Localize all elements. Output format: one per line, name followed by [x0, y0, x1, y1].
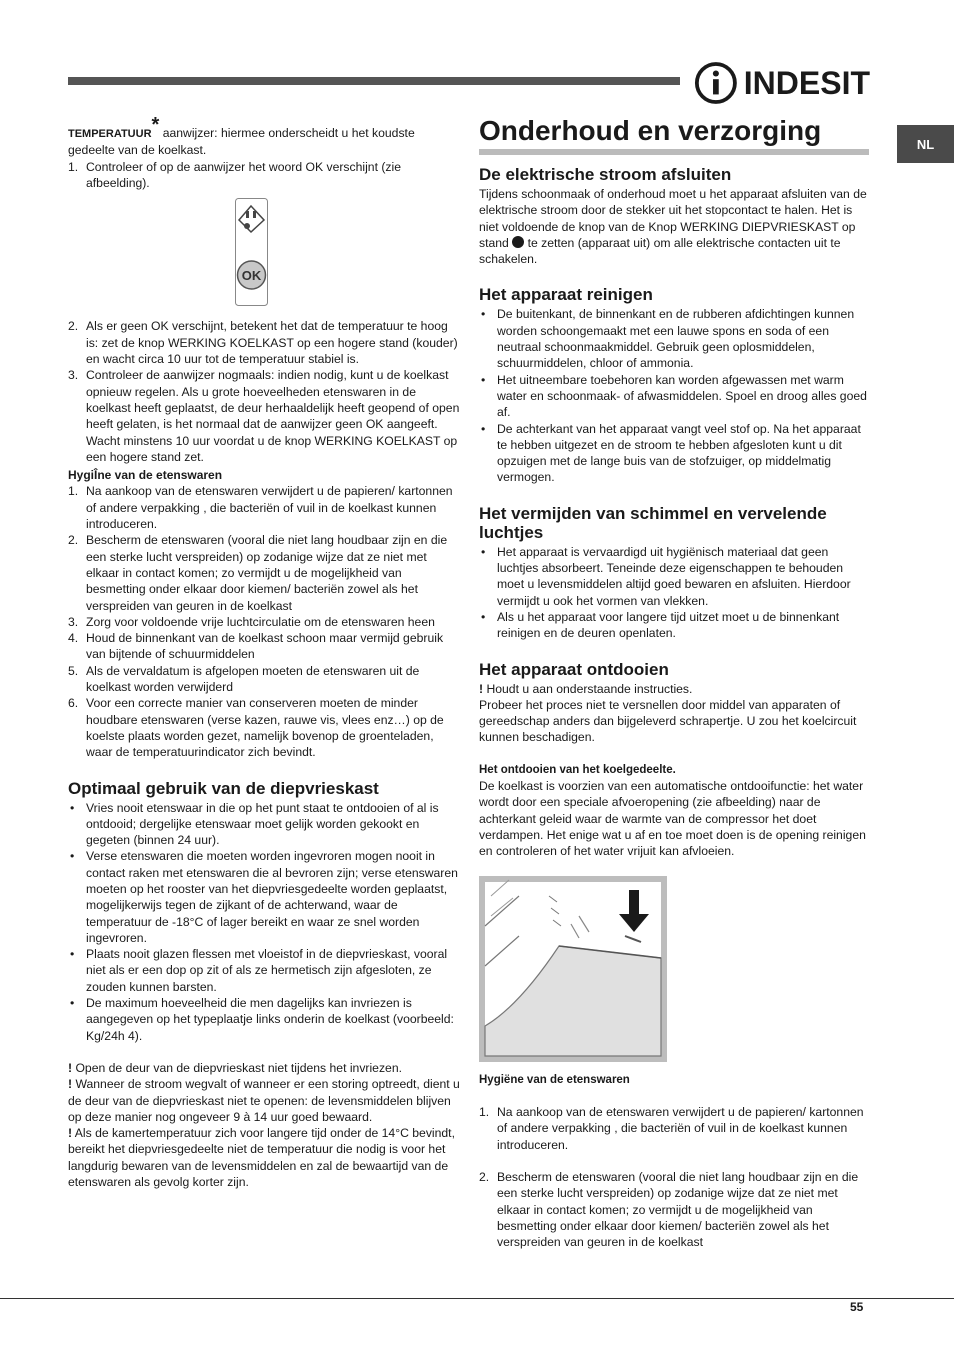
header-rule	[68, 77, 680, 85]
temperature-star: *	[151, 114, 160, 136]
list-item: 2. Bescherm de etenswaren (vooral die niet lang houdbaar zijn en die een sterke lucht verspreiden) op zodanige wijze dat ze niet met elkaar in contact komen; zo vermijdt u de mogelijkheid van besmetting onder elkaar door kiemen/ bacteriën zowel als het verspreiden van geuren in de koelkast	[479, 1169, 859, 1250]
freezer-section-title: Optimaal gebruik van de diepvrieskast	[68, 778, 379, 798]
hygiene-steps-left	[68, 483, 460, 760]
list-item: • Het apparaat is vervaardigd uit hygiënisch materiaal dat geen luchtjes absorbeert. Teneinde deze eigenschappen te behouden moet u levensmiddelen altijd goed bewaren en afsluiten. Hierdoor vermijdt u ook het vormen van vlekken.	[479, 544, 871, 609]
list-item: • De achterkant van het apparaat vangt veel stof op. Na het apparaat te hebben uitgezet en de stroom te hebben afgesloten kunt u dit opzuigen met de lange buis van de stofzuiger, op middelmatig vermogen.	[479, 421, 871, 486]
ok-symbol: OK	[241, 268, 262, 284]
page-title: Onderhoud en verzorging	[479, 115, 822, 146]
defrost-text: Probeer het proces niet te versnellen door middel van apparaten of gereedschap anders dan bijgeleverd schrapertje. U zou het koelcircuit kunnen beschadigen.	[479, 697, 857, 745]
indesit-logo-icon	[694, 60, 738, 106]
language-tab: NL	[897, 125, 954, 163]
hygiene-steps-right	[479, 1104, 871, 1250]
temperature-label: TEMPERATUUR	[68, 128, 152, 140]
defrost-section-title: Het apparaat ontdooien	[479, 659, 669, 679]
list-item: • Het uitneembare toebehoren kan worden afgewassen met warm water en schoonmaak- of afwasmiddelen. Spoel en droog alles goed af.	[479, 372, 871, 421]
list-item: 3. Zorg voor voldoende vrije luchtcirculatie om de etenswaren heen	[68, 614, 435, 629]
brand-wordmark: INDESIT	[743, 65, 870, 101]
page-number: 55	[850, 1300, 864, 1314]
list-item: 1. Na aankoop van de etenswaren verwijdert u de papieren/ kartonnen of andere verpakking , die bacteriën of vuil in de koelkast kunnen introduceren.	[479, 1105, 864, 1152]
mould-list	[479, 544, 871, 642]
defrost-note: ! Houdt u aan onderstaande instructies.	[479, 681, 693, 696]
off-position-icon	[512, 236, 524, 248]
clean-list	[479, 306, 871, 485]
list-item: 3. Controleer de aanwijzer nogmaals: indien nodig, kunt u de koelkast opnieuw regelen. Als u grote hoeveelheden etenswaren in de koelkast heeft geplaatst, de deur herhaaldelijk heeft geopend of open heeft gelaten, is het normaal dat de aanwijzer geen OK aangeeft. Wacht minstens 10 uur voordat u de knop WERKING KOELKAST op een hogere stand zet.	[68, 368, 460, 464]
list-item: • Als u het apparaat voor langere tijd uitzet moet u de binnenkant reinigen en de deuren openlaten.	[479, 609, 871, 642]
warning-note: ! Open de deur van de diepvrieskast niet tijdens het invriezen.	[68, 1060, 402, 1075]
list-item: • Plaats nooit glazen flessen met vloeistof in de diepvrieskast, vooral niet als er een dop op zit of als ze hermetisch zijn afgesloten, ze zouden kunnen barsten.	[68, 946, 460, 995]
list-item: 2. Als er geen OK verschijnt, betekent het dat de temperatuur te hoog is: zet de knop WERKING KOELKAST op een hogere stand (kouder) en wacht circa 10 uur tot de temperatuur stabiel is.	[68, 319, 458, 367]
list-item: 6. Voor een correcte manier van conserveren moeten de minder houdbare etenswaren (verse kazen, rauwe vis, vlees enz…) op de koelste plaats worden gezet, namelijk bovenop de groenteladen, waar de temperatuurindicator zich bevindt.	[68, 696, 444, 760]
footer-rule	[0, 1298, 954, 1299]
warning-note: ! Wanneer de stroom wegvalt of wanneer er een storing optreedt, dient u de deur van de diepvrieskast niet te openen: de levensmiddelen blijven op deze manier nog ongeveer 9 à 14 uur goed bewaard.	[68, 1077, 460, 1124]
power-section-title: De elektrische stroom afsluiten	[479, 165, 732, 184]
list-item: 1. Controleer of op de aanwijzer het woord OK verschijnt (zie afbeelding).	[68, 159, 401, 190]
title-underline	[479, 149, 869, 155]
cooler-defrost-subtitle: Het ontdooien van het koelgedeelte.	[479, 763, 676, 776]
mould-section-title: Het vermijden van schimmel en vervelende luchtjes	[479, 503, 827, 542]
power-text: Tijdens schoonmaak of onderhoud moet u het apparaat afsluiten van de elektrische stroom door de stekker uit het stopcontact te halen. Het is niet voldoende de knop van de Knop WERKING DIEPVRIESKAST op stand te zetten (apparaat uit) om alle elektrische contacten uit te schakelen.	[479, 187, 867, 267]
right-column	[479, 113, 871, 1250]
hygiene-subtitle-right: Hygiëne van de etenswaren	[479, 1073, 630, 1086]
warning-note: ! Als de kamertemperatuur zich voor langere tijd onder de 14°C bevindt, bereikt het diepvriesgedeelte niet de temperatuur die nodig is voor het langdurig bewaren van de levensmiddelen en zal de bewaartijd van de etenswaren als gevolg korter zijn.	[68, 1126, 455, 1190]
hygiene-subtitle-left: HygiÎne van de etenswaren	[68, 468, 223, 483]
list-item: • De buitenkant, de binnenkant en de rubberen afdichtingen kunnen worden schoongemaakt met een lauwe spons en soda of een neutraal schoonmaakmiddel. Gebruik geen oplosmiddelen, schuurmiddelen, chloor of ammonia.	[479, 306, 871, 371]
list-item: • De maximum hoeveelheid die men dagelijks kan invriezen is aangegeven op het typeplaatje links onderin de koelkast (voorbeeld: Kg/24h 4).	[68, 995, 460, 1044]
clean-section-title: Het apparaat reinigen	[479, 285, 653, 305]
temperature-intro	[68, 114, 460, 159]
temperature-intro-text: aanwijzer: hiermee onderscheidt u het koudste gedeelte van de koelkast.	[68, 126, 415, 158]
temperature-indicator-figure	[235, 198, 268, 306]
cooler-defrost-text: De koelkast is voorzien van een automatische ontdooifunctie: het water wordt door een speciale afvoeropening (zie afbeelding) naar de achterkant geleid waar de warmte van de compressor het doet verdampen. Het enige wat u af en toe moet doen is de opening reinigen en controleren of het water vrijuit kan afvloeien.	[479, 779, 866, 859]
list-item: 5. Als de vervaldatum is afgelopen moeten de etenswaren uit de koelkast worden verwijderd	[68, 663, 420, 695]
list-item: 4. Houd de binnenkant van de koelkast schoon maar vermijd gebruik van bijtende of schuurmiddelen	[68, 631, 444, 662]
list-item: 1. Na aankoop van de etenswaren verwijdert u de papieren/ kartonnen of andere verpakking , die bacteriën of vuil in de koelkast kunnen introduceren.	[68, 484, 453, 532]
list-item: • Vries nooit etenswaar in die op het punt staat te ontdooien of al is ontdooid; dergelijke etenswaar moet gelijk worden gekookt en gegeten (binnen 24 uur).	[68, 800, 460, 849]
left-column	[68, 114, 460, 1190]
list-item: • Verse etenswaren die moeten worden ingevroren mogen nooit in contact raken met etenswaren die al bevroren zijn; verse etenswaren moeten op het rooster van het diepvriesgedeelte worden geplaatst, mogelijkerwijs tegen de zijkant of de achterwand, waar de temperatuur de -18°C of lager bereikt en waar ze snel worden ingevroren.	[68, 848, 460, 946]
brand-logo	[694, 60, 870, 106]
fridge-drain-figure	[479, 876, 667, 1062]
list-item: 2. Bescherm de etenswaren (vooral die niet lang houdbaar zijn en die een sterke lucht verspreiden) op zodanige wijze dat ze niet met elkaar in contact komen; zo vermijdt u de mogelijkheid van besmetting onder elkaar door kiemen/ bacteriën zowel als het verspreiden van geuren in de koelkast	[68, 533, 448, 613]
temperature-steps-continued	[68, 318, 460, 465]
freezer-list	[68, 800, 460, 1044]
temperature-steps	[68, 159, 460, 192]
